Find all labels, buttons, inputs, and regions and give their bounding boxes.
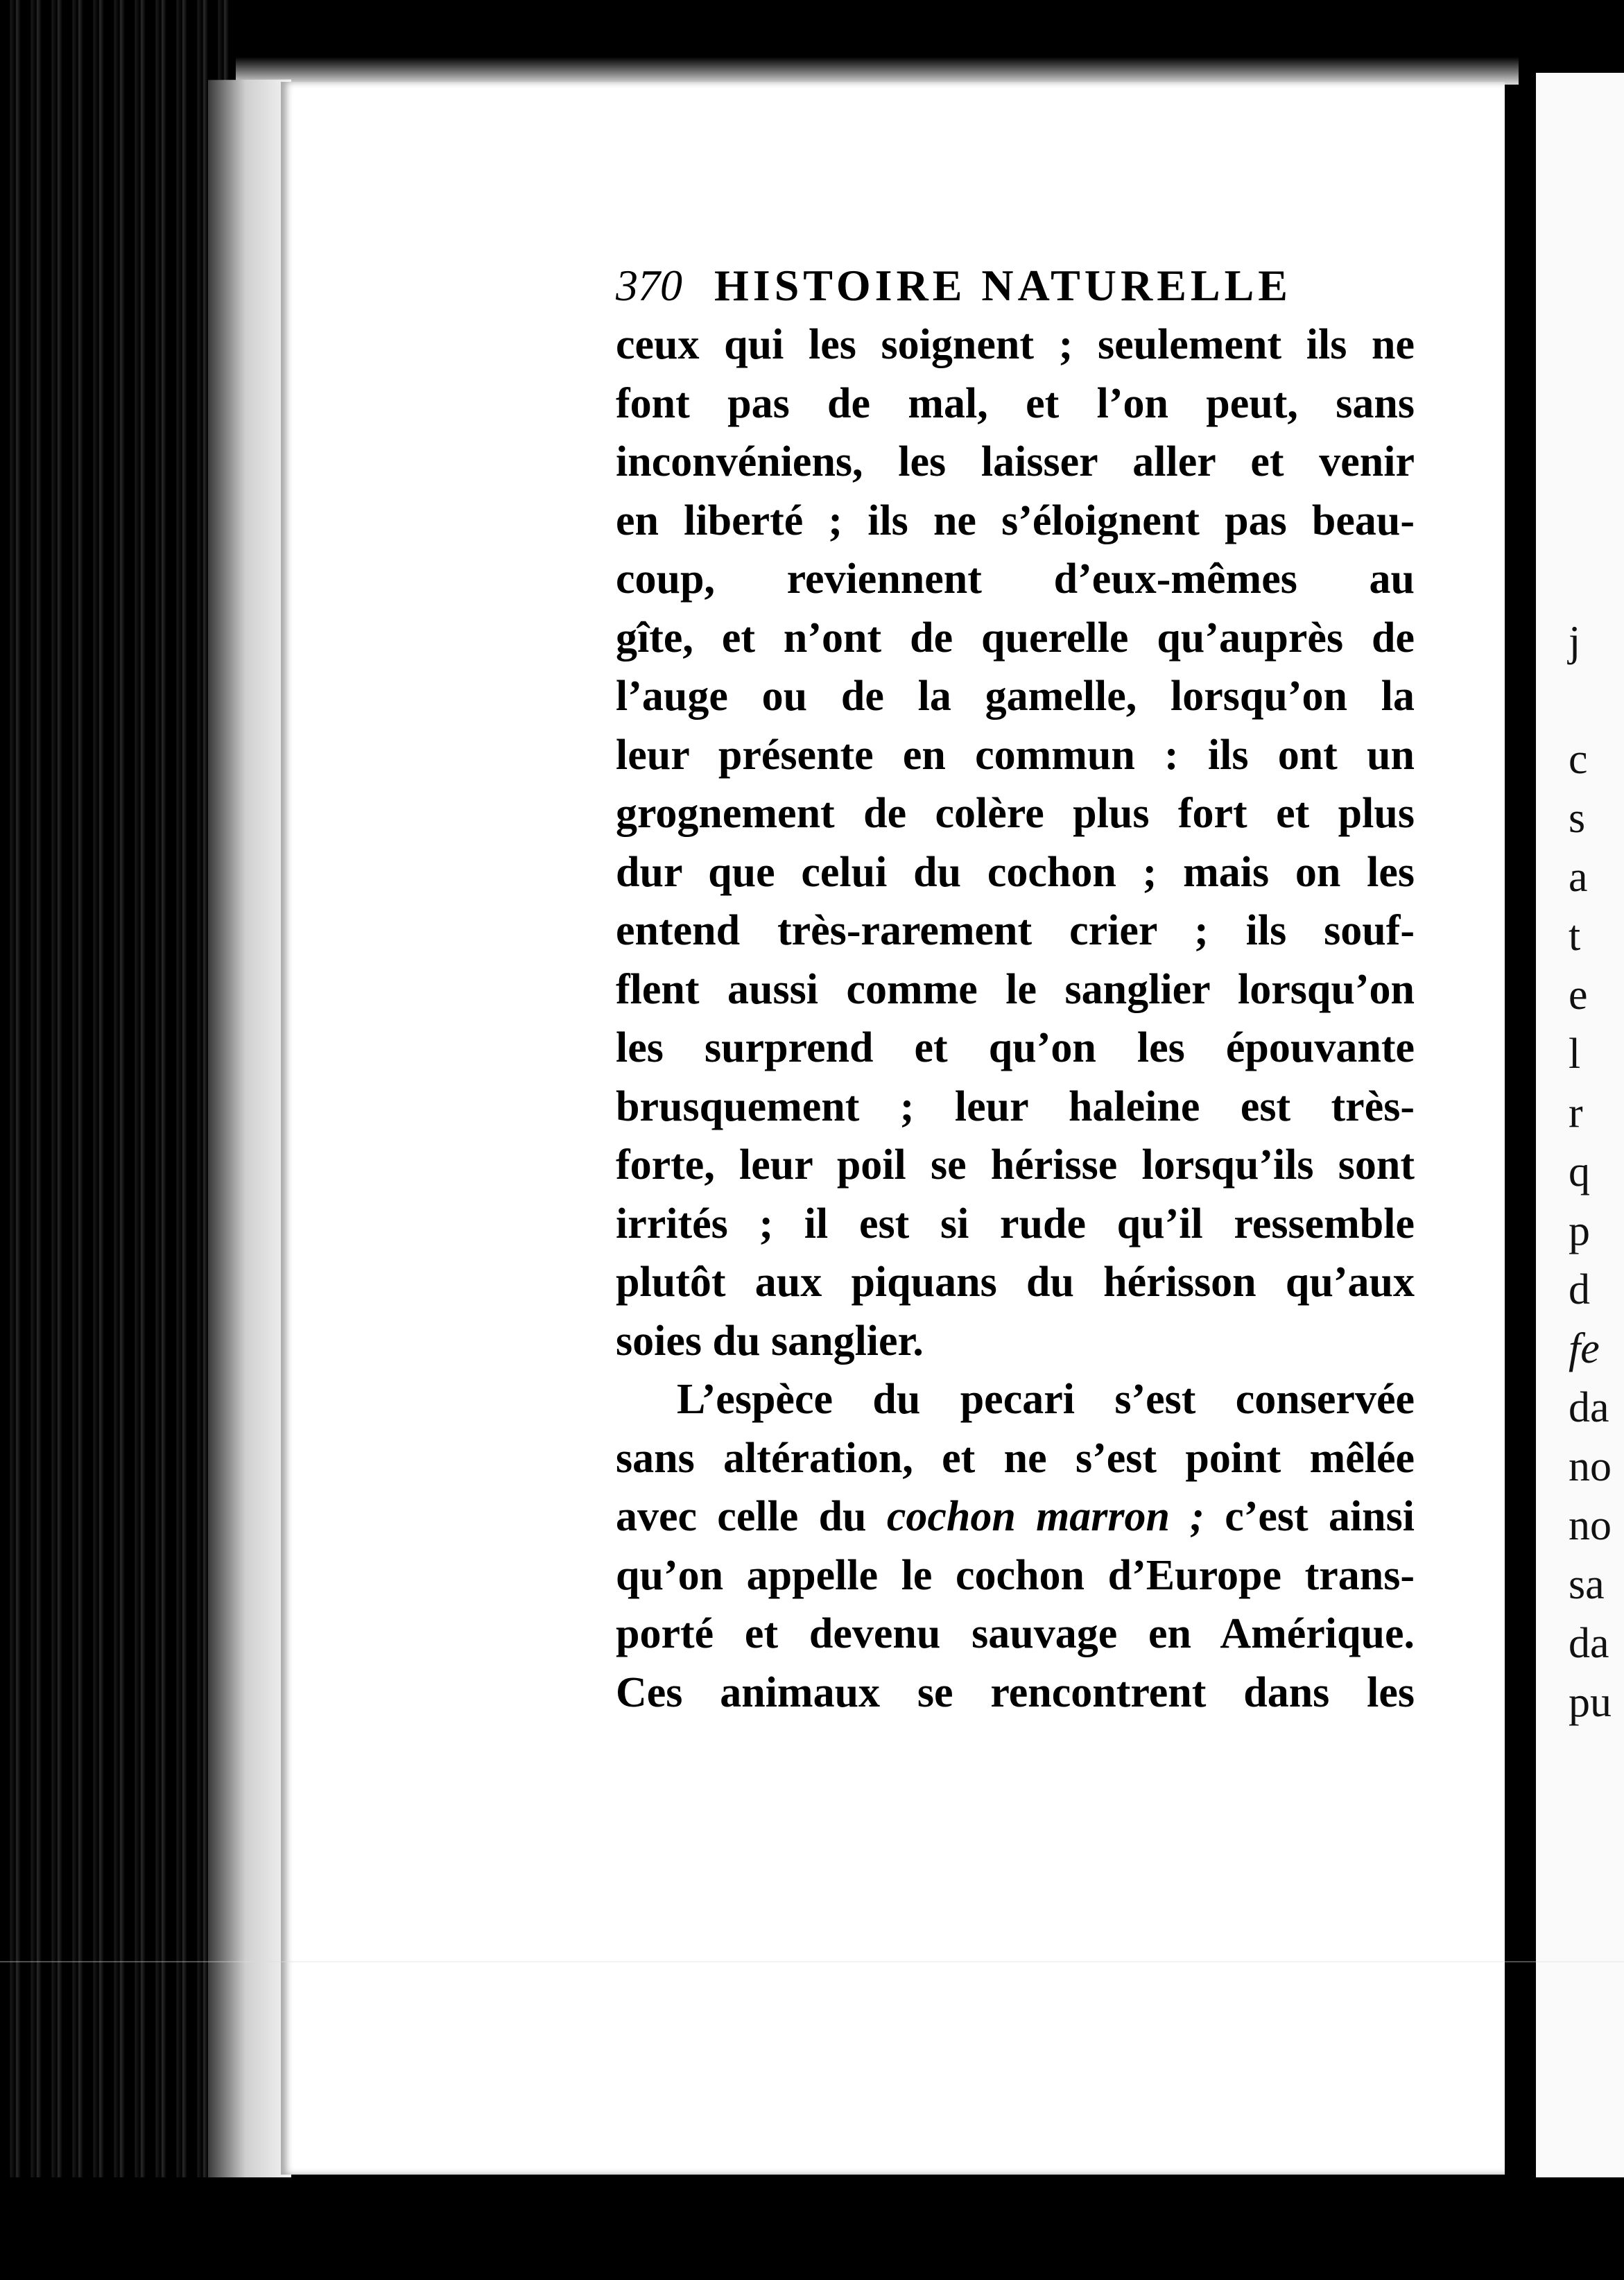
facing-fragment: a [1569, 854, 1588, 901]
italic-term: cochon marron ; [886, 1493, 1204, 1540]
text-line: Ces animaux se rencontrent dans les [616, 1668, 1415, 1716]
facing-fragment: s [1569, 795, 1586, 842]
text-line: porté et devenu sauvage en Amérique. [616, 1610, 1415, 1657]
text-line: qu’on appelle le cochon d’Europe trans- [616, 1551, 1415, 1599]
facing-page [1529, 73, 1624, 2209]
text-line: dur que celui du cochon ; mais on les [616, 848, 1415, 896]
paragraph-first-line: L’espèce du pecari s’est conservée [677, 1376, 1415, 1423]
facing-fragment: fe [1569, 1325, 1600, 1372]
facing-fragment: da [1569, 1620, 1609, 1667]
facing-fragment: j [1569, 618, 1581, 665]
facing-fragment: t [1569, 913, 1581, 960]
text-line: flent aussi comme le sanglier lorsqu’on [616, 965, 1415, 1013]
page-top-edge [236, 57, 1519, 85]
scan-bottom-edge [0, 2177, 1624, 2280]
facing-fragment: c [1569, 736, 1588, 783]
facing-fragment: no [1569, 1502, 1612, 1549]
text-line: gîte, et n’ont de querelle qu’auprès de [616, 614, 1415, 662]
book-spine-edge [0, 0, 229, 2280]
page-number: 370 [616, 261, 682, 310]
text-line: soies du sanglier. [616, 1317, 924, 1365]
text-line: irrités ; il est si rude qu’il ressemble [616, 1200, 1415, 1247]
text-line: leur présente en commun : ils ont un [616, 731, 1415, 779]
text-segment: avec celle du [616, 1493, 887, 1540]
text-line: ceux qui les soignent ; seulement ils ne [616, 321, 1415, 368]
facing-fragment: no [1569, 1443, 1612, 1490]
facing-fragment: d [1569, 1266, 1590, 1313]
text-line: sans altération, et ne s’est point mêlée [616, 1434, 1415, 1482]
facing-fragment: e [1569, 971, 1588, 1019]
text-line: inconvéniens, les laisser aller et venir [616, 438, 1415, 485]
facing-fragment: p [1569, 1207, 1590, 1254]
facing-fragment: sa [1569, 1561, 1605, 1608]
page-fore-edge [208, 80, 291, 2188]
text-line: les surprend et qu’on les épouvante [616, 1024, 1415, 1071]
running-title: HISTOIRE NATURELLE [714, 261, 1292, 310]
text-line: grognement de colère plus fort et plus [616, 790, 1415, 837]
text-line: entend très-rarement crier ; ils souf- [616, 907, 1415, 954]
text-line: plutôt aux piquans du hérisson qu’aux [616, 1259, 1415, 1306]
text-line: forte, leur poil se hérisse lorsqu’ils sont [616, 1141, 1415, 1189]
text-line: coup, reviennent d’eux-mêmes au [616, 555, 1415, 603]
text-segment: c’est ainsi [1204, 1493, 1415, 1540]
text-line: font pas de mal, et l’on peut, sans [616, 379, 1415, 427]
running-header [616, 260, 1292, 311]
text-line: l’auge ou de la gamelle, lorsqu’on la [616, 673, 1415, 720]
text-line: en liberté ; ils ne s’éloignent pas beau- [616, 496, 1415, 544]
facing-fragment: q [1569, 1148, 1590, 1195]
facing-fragment: r [1569, 1089, 1583, 1137]
scan-artifact-line [0, 1961, 1624, 1962]
facing-fragment: pu [1569, 1679, 1612, 1726]
body-text [616, 316, 1415, 1722]
text-line-with-italic [616, 1487, 1415, 1546]
facing-fragment: l [1569, 1030, 1581, 1078]
text-line: brusquement ; leur haleine est très- [616, 1082, 1415, 1130]
facing-fragment: da [1569, 1384, 1609, 1431]
